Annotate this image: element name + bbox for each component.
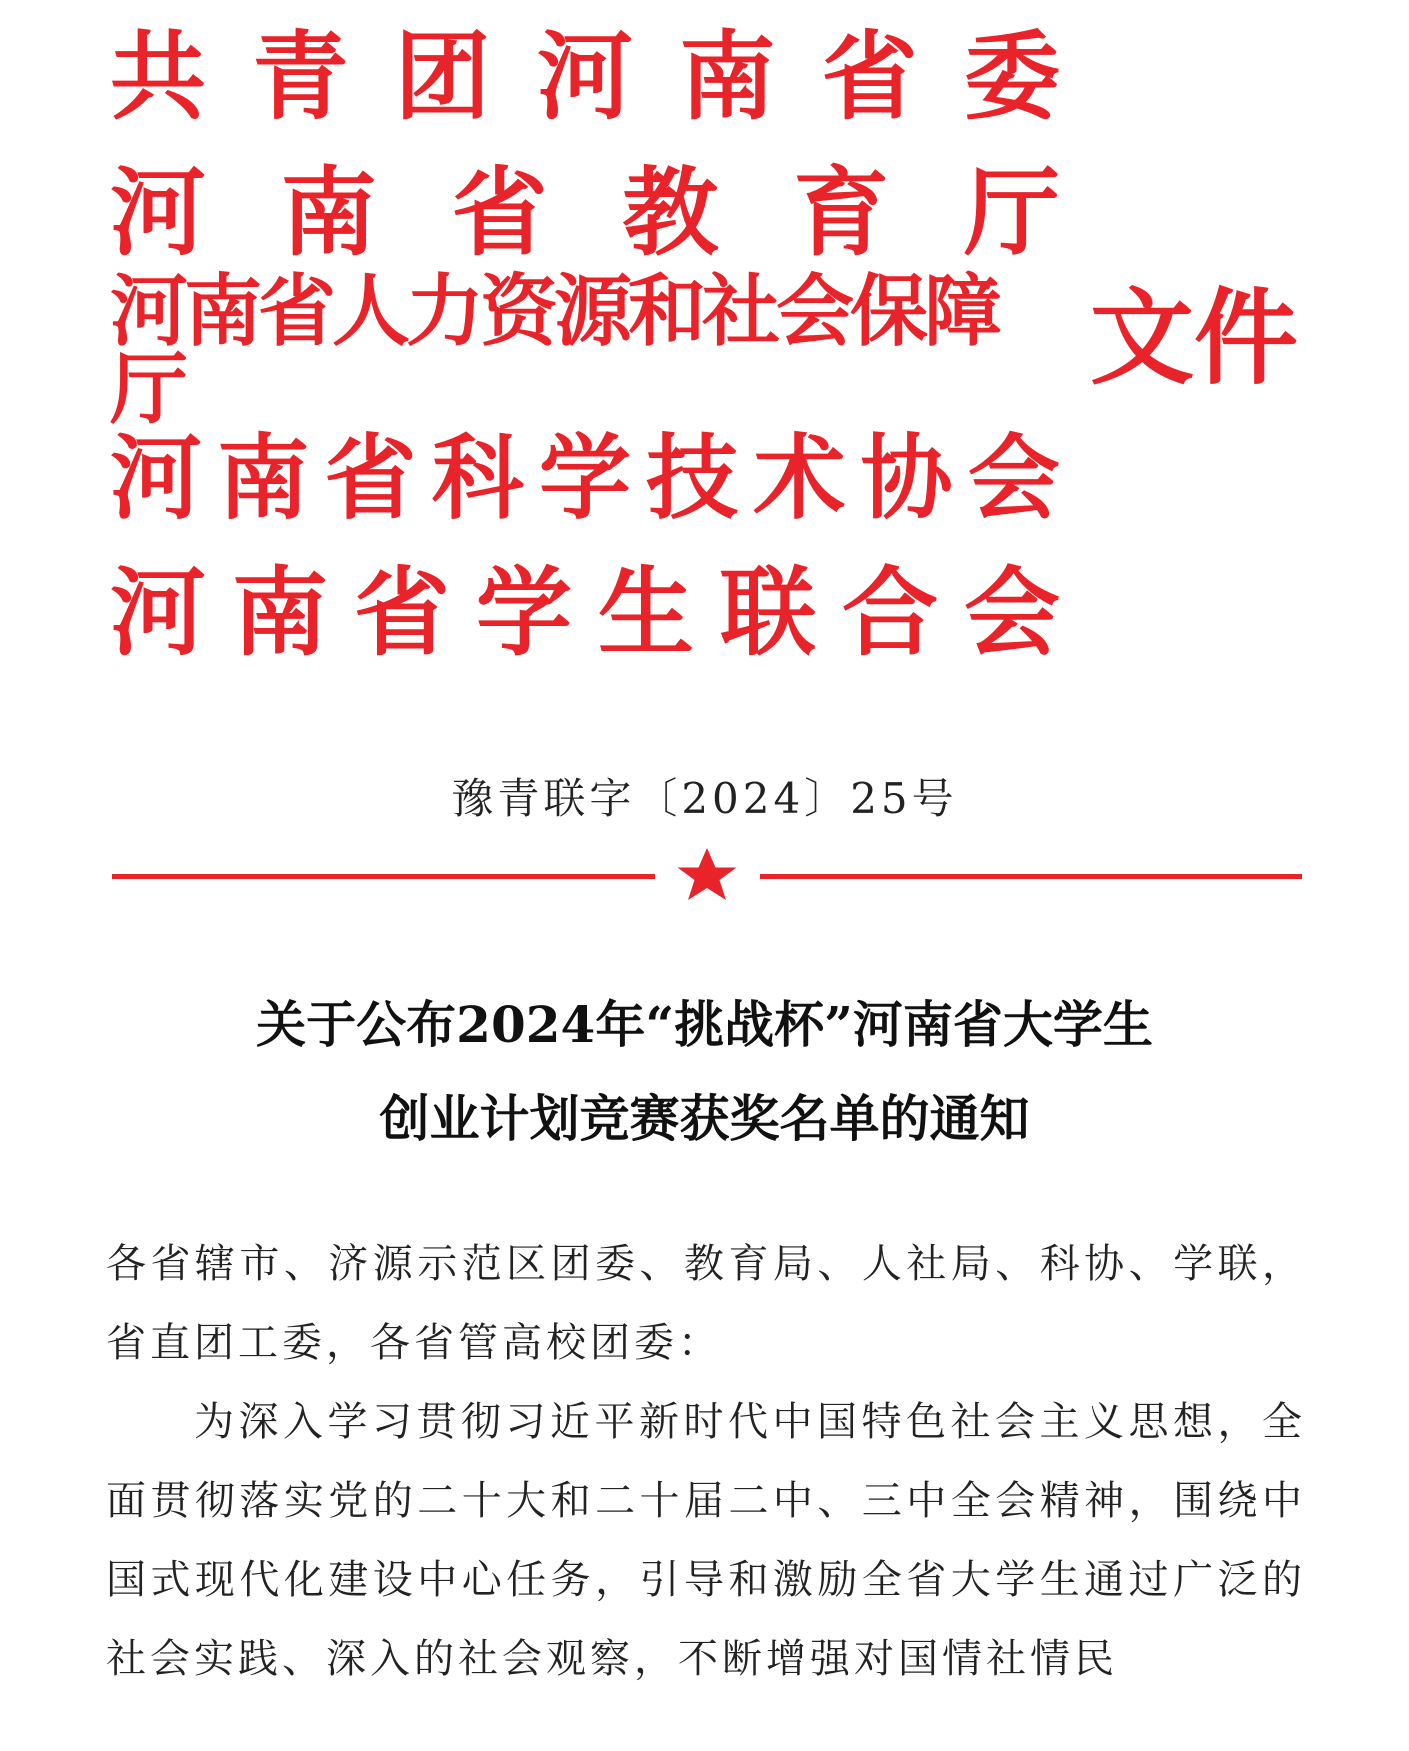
issuer-char: 生 <box>598 557 694 669</box>
issuer-char: 省 <box>324 425 417 532</box>
issuer-char: 科 <box>431 425 524 532</box>
issuer-char: 技 <box>646 425 739 532</box>
issuer-char: 河 <box>110 425 203 532</box>
issuer-line-4 <box>110 424 1060 534</box>
issuer-char: 省 <box>821 21 918 133</box>
issuer-char: 南 <box>217 425 310 532</box>
issuer-char: 河 <box>110 157 206 269</box>
issuer-line-3: 河南省人力资源和社会保障厅 <box>110 267 999 435</box>
addressee-paragraph: 各省辖市、济源示范区团委、教育局、人社局、科协、学联，省直团工委，各省管高校团委： <box>106 1241 1306 1366</box>
issuer-char: 共 <box>110 21 206 133</box>
issuer-char: 省 <box>451 157 548 269</box>
notice-title-line-2: 创业计划竞赛获奖名单的通知 <box>379 1089 1030 1148</box>
issuer-char: 青 <box>252 21 349 133</box>
star-icon <box>678 848 737 900</box>
body-paragraph-1: 为深入学习贯彻习近平新时代中国特色社会主义思想，全面贯彻落实党的二十大和二十届二中、三中全会精神，围绕中国式现代化建设中心任务，引导和激励全省大学生通过广泛的社会实践、深入的社会观察，不断增强对国情社情民 <box>106 1399 1306 1682</box>
issuer-char: 厅 <box>963 157 1060 269</box>
issuer-char: 会 <box>964 557 1060 669</box>
issuer-char: 南 <box>280 157 377 269</box>
issuer-line-5 <box>110 558 1060 668</box>
issuer-char: 南 <box>679 21 776 133</box>
divider-right-line <box>760 874 1302 879</box>
notice-title <box>0 995 1409 1154</box>
issuer-char: 南 <box>232 557 328 669</box>
issuer-char: 教 <box>622 157 719 269</box>
issuer-char: 团 <box>394 21 491 133</box>
issuer-char: 委 <box>963 21 1060 133</box>
red-divider <box>112 846 1302 906</box>
issuer-char: 省 <box>354 557 450 669</box>
document-number: 豫青联字〔2024〕25号 <box>451 774 958 823</box>
issuer-char: 河 <box>536 21 633 133</box>
issuer-line-2 <box>110 158 1060 268</box>
notice-title-line-1: 关于公布2024年“挑战杯”河南省大学生 <box>256 995 1153 1054</box>
issuer-char: 合 <box>842 557 938 669</box>
issuer-char: 育 <box>793 157 890 269</box>
issuer-char: 联 <box>720 557 816 669</box>
issuer-char: 河 <box>110 557 206 669</box>
issuer-char: 学 <box>538 425 631 532</box>
issuer-char: 会 <box>967 425 1060 532</box>
notice-body <box>106 1225 1306 1699</box>
document-header <box>0 0 1409 700</box>
divider-left-line <box>112 874 655 879</box>
issuer-line-1 <box>110 22 1060 132</box>
issuer-char: 协 <box>860 425 953 532</box>
document-suffix: 文件 <box>1090 277 1299 399</box>
issuer-char: 学 <box>476 557 572 669</box>
issuer-char: 术 <box>753 425 846 532</box>
